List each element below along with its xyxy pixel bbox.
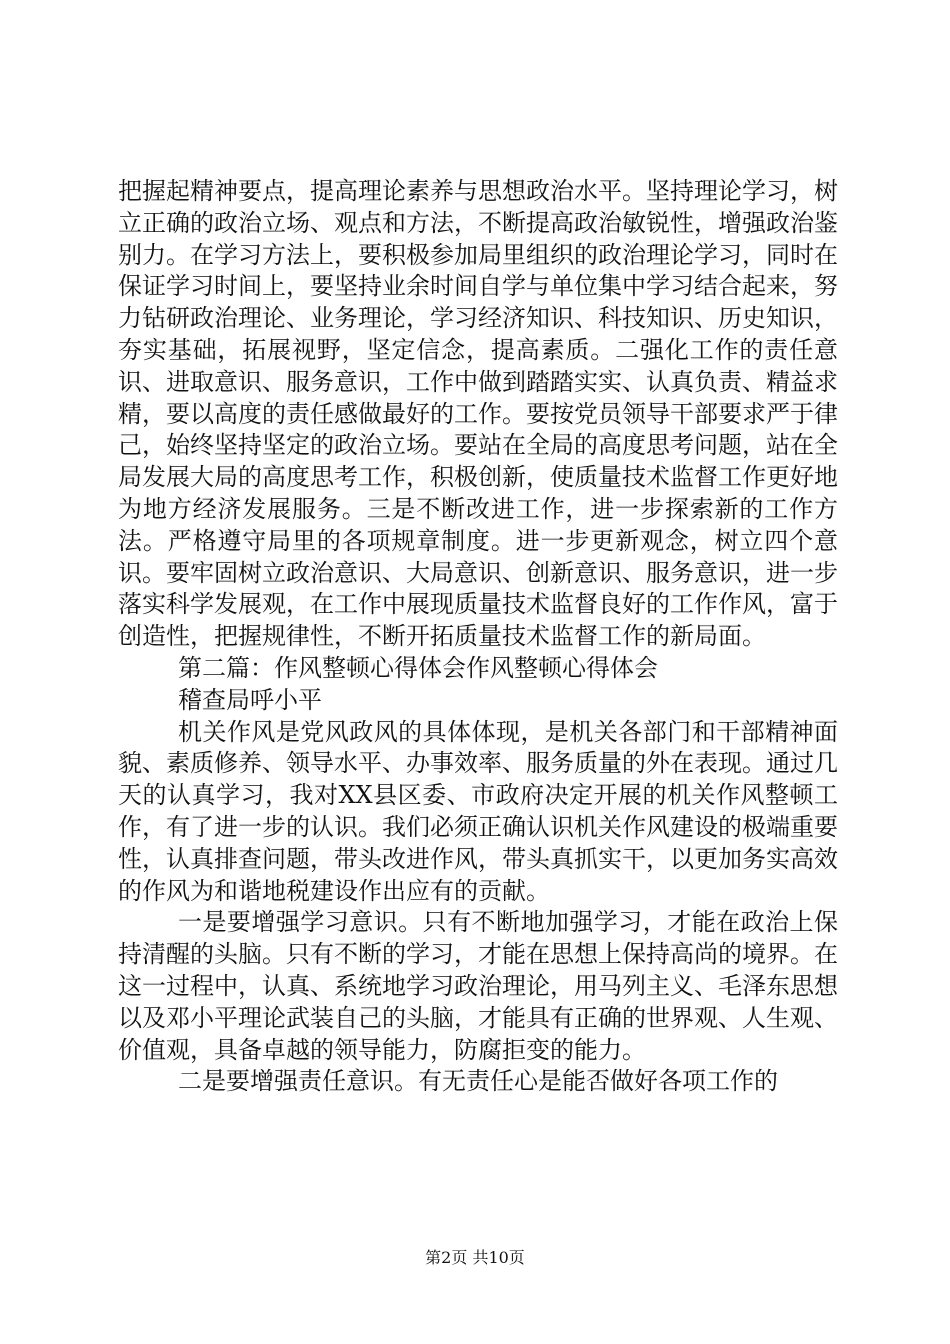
paragraph-point-two: 二是要增强责任意识。有无责任心是能否做好各项工作的 — [178, 1067, 778, 1096]
author-line: 稽查局呼小平 — [178, 685, 322, 714]
document-body — [118, 176, 838, 1098]
paragraph-intro: 机关作风是党风政风的具体体现，是机关各部门和干部精神面貌、素质修养、领导水平、办事效率、服务质量的外在表现。通过几天的认真学习，我对XX县区委、市政府决定开展的机关作风整顿工作，有了进一步的认识。我们必须正确认识机关作风建设的极端重要性，认真排查问题，带头改进作风，带头真抓实干，以更加务实高效的作风为和谐地税建设作出应有的贡献。 — [118, 717, 838, 905]
paragraph-point-one: 一是要增强学习意识。只有不断地加强学习，才能在政治上保持清醒的头脑。只有不断的学习，才能在思想上保持高尚的境界。在这一过程中，认真、系统地学习政治理论，用马列主义、毛泽东思想以及邓小平理论武装自己的头脑，才能具有正确的世界观、人生观、价值观，具备卓越的领导能力，防腐拒变的能力。 — [118, 908, 838, 1064]
section-heading: 第二篇：作风整顿心得体会作风整顿心得体会 — [178, 653, 658, 682]
page-number-footer: 第2页 共10页 — [425, 1248, 525, 1267]
paragraph-continuation: 把握起精神要点，提高理论素养与思想政治水平。坚持理论学习，树立正确的政治立场、观点和方法，不断提高政治敏锐性，增强政治鉴别力。在学习方法上，要积极参加局里组织的政治理论学习，同时在保证学习时间上，要坚持业余时间自学与单位集中学习结合起来，努力钻研政治理论、业务理论，学习经济知识、科技知识、历史知识，夯实基础，拓展视野，坚定信念，提高素质。二强化工作的责任意识、进取意识、服务意识，工作中做到踏踏实实、认真负责、精益求精，要以高度的责任感做最好的工作。要按党员领导干部要求严于律己，始终坚持坚定的政治立场。要站在全局的高度思考问题，站在全局发展大局的高度思考工作，积极创新，使质量技术监督工作更好地为地方经济发展服务。三是不断改进工作，进一步探索新的工作方法。严格遵守局里的各项规章制度。进一步更新观念，树立四个意识。要牢固树立政治意识、大局意识、创新意识、服务意识，进一步落实科学发展观，在工作中展现质量技术监督良好的工作作风，富于创造性，把握规律性，不断开拓质量技术监督工作的新局面。 — [118, 177, 838, 651]
